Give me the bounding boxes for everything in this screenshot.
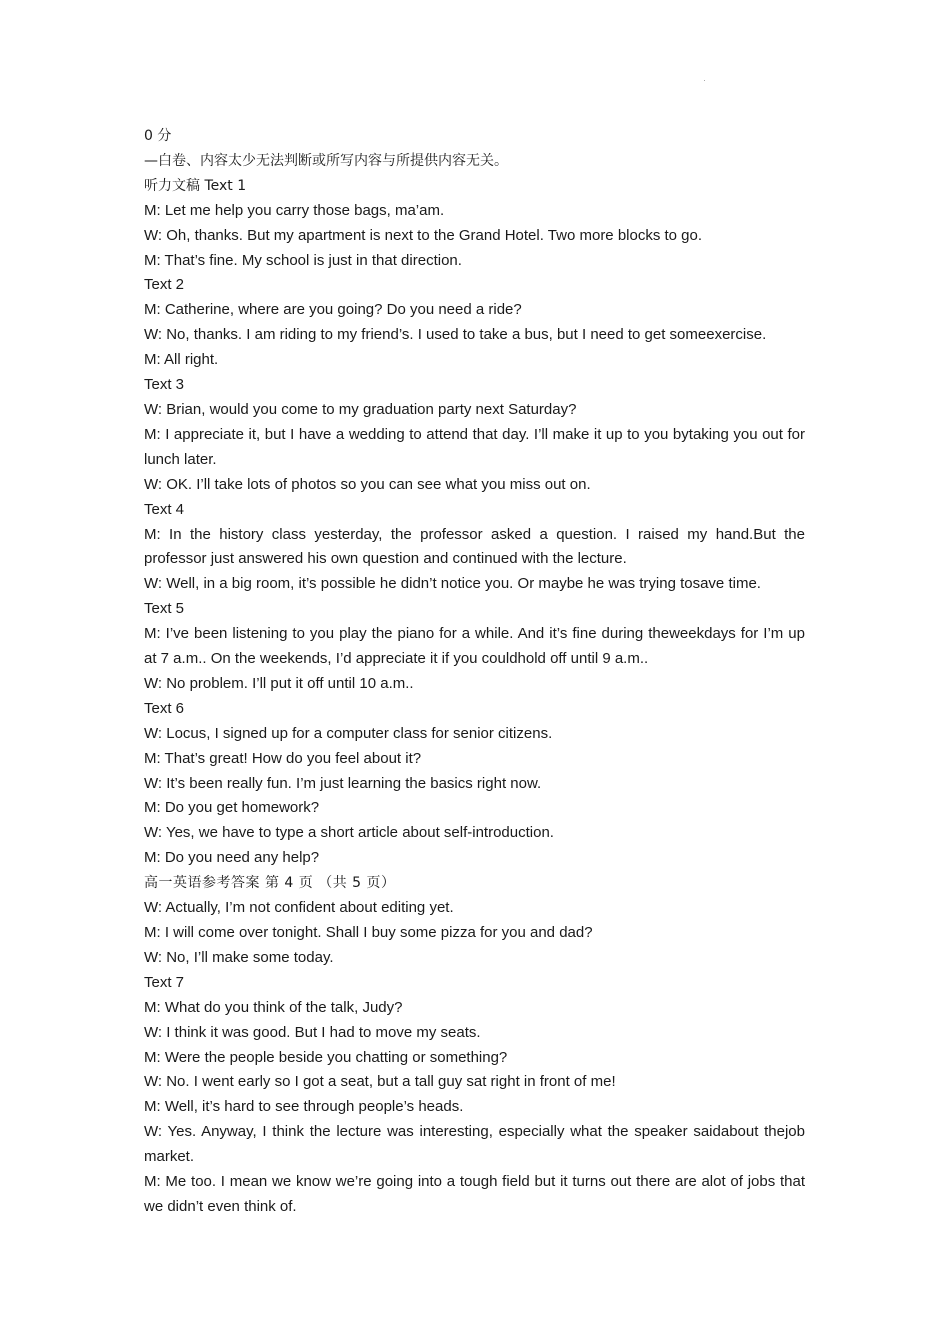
- text6-line-1: W: Locus, I signed up for a computer class for senior citizens.: [144, 724, 553, 742]
- text4-line-2: W: Well, in a big room, it’s possible he didn’t notice you. Or maybe he was trying tosave time.: [144, 575, 761, 593]
- text2-line-1: M: Catherine, where are you going? Do you need a ride?: [144, 301, 522, 319]
- text7-line-6: W: Yes. Anyway, I think the lecture was interesting, especially what the speaker saidabout thejob market.: [144, 1123, 805, 1166]
- text7-line-5: M: Well, it’s hard to see through people’s heads.: [144, 1098, 464, 1116]
- text6-line-7: W: Actually, I’m not confident about editing yet.: [144, 899, 454, 917]
- page-footer: 高一英语参考答案 第 4 页 （共 5 页）: [144, 875, 396, 892]
- text6-line-6: M: Do you need any help?: [144, 849, 320, 867]
- text6-line-4: M: Do you get homework?: [144, 799, 320, 817]
- page-corner-mark: ·: [703, 75, 706, 85]
- text7-line-3: M: Were the people beside you chatting or something?: [144, 1048, 508, 1066]
- text6-line-3: W: It’s been really fun. I’m just learning the basics right now.: [144, 774, 542, 792]
- text7-line-1: M: What do you think of the talk, Judy?: [144, 998, 403, 1016]
- text1-line-3: M: That’s fine. My school is just in that direction.: [144, 251, 462, 269]
- text2-line-3: M: All right.: [144, 351, 219, 369]
- text6-heading: Text 6: [144, 699, 185, 717]
- text7-line-4: W: No. I went early so I got a seat, but a tall guy sat right in front of me!: [144, 1073, 616, 1091]
- text5-line-2: W: No problem. I’ll put it off until 10 a.m..: [144, 674, 414, 692]
- text7-heading: Text 7: [144, 973, 185, 991]
- text1-line-1: M: Let me help you carry those bags, ma’am.: [144, 201, 445, 219]
- text5-heading: Text 5: [144, 600, 185, 618]
- text6-line-8: M: I will come over tonight. Shall I buy some pizza for you and dad?: [144, 924, 593, 941]
- blank-paper-note: —白卷、内容太少无法判断或所写内容与所提供内容无关。: [144, 152, 508, 169]
- score-line: 0 分: [144, 128, 172, 144]
- text1-line-2: W: Oh, thanks. But my apartment is next to the Grand Hotel. Two more blocks to go.: [144, 226, 703, 244]
- answer-document-body: [144, 124, 805, 1220]
- text2-heading: Text 2: [144, 276, 185, 294]
- text6-line-5: W: Yes, we have to type a short article about self-introduction.: [144, 824, 554, 842]
- text6-line-9: W: No, I’ll make some today.: [144, 948, 334, 966]
- text3-line-1: W: Brian, would you come to my graduation party next Saturday?: [144, 400, 577, 418]
- text7-line-7: M: Me too. I mean we know we’re going into a tough field but it turns out there are alot of jobs that we didn’t even think of.: [144, 1173, 805, 1215]
- text7-line-2: W: I think it was good. But I had to move my seats.: [144, 1023, 481, 1041]
- text3-line-3: W: OK. I’ll take lots of photos so you can see what you miss out on.: [144, 475, 591, 493]
- transcript-title: 听力文稿 Text 1: [144, 177, 247, 194]
- text3-line-2: M: I appreciate it, but I have a wedding to attend that day. I’ll make it up to you bytaking you out for lunch later.: [144, 425, 805, 468]
- text3-heading: Text 3: [144, 376, 185, 394]
- text5-line-1: M: I’ve been listening to you play the piano for a while. And it’s fine during theweekdays for I’m up at 7 a.m.. On the weekends, I’d appreciate it if you couldhold off until 9 a.m..: [144, 625, 805, 668]
- text4-line-1: M: In the history class yesterday, the professor asked a question. I raised my hand.But the professor just answered his own question and continued with the lecture.: [144, 525, 805, 568]
- text6-line-2: M: That’s great! How do you feel about it?: [144, 749, 422, 767]
- text2-line-2: W: No, thanks. I am riding to my friend’s. I used to take a bus, but I need to get someexercise.: [144, 326, 767, 344]
- text4-heading: Text 4: [144, 500, 185, 518]
